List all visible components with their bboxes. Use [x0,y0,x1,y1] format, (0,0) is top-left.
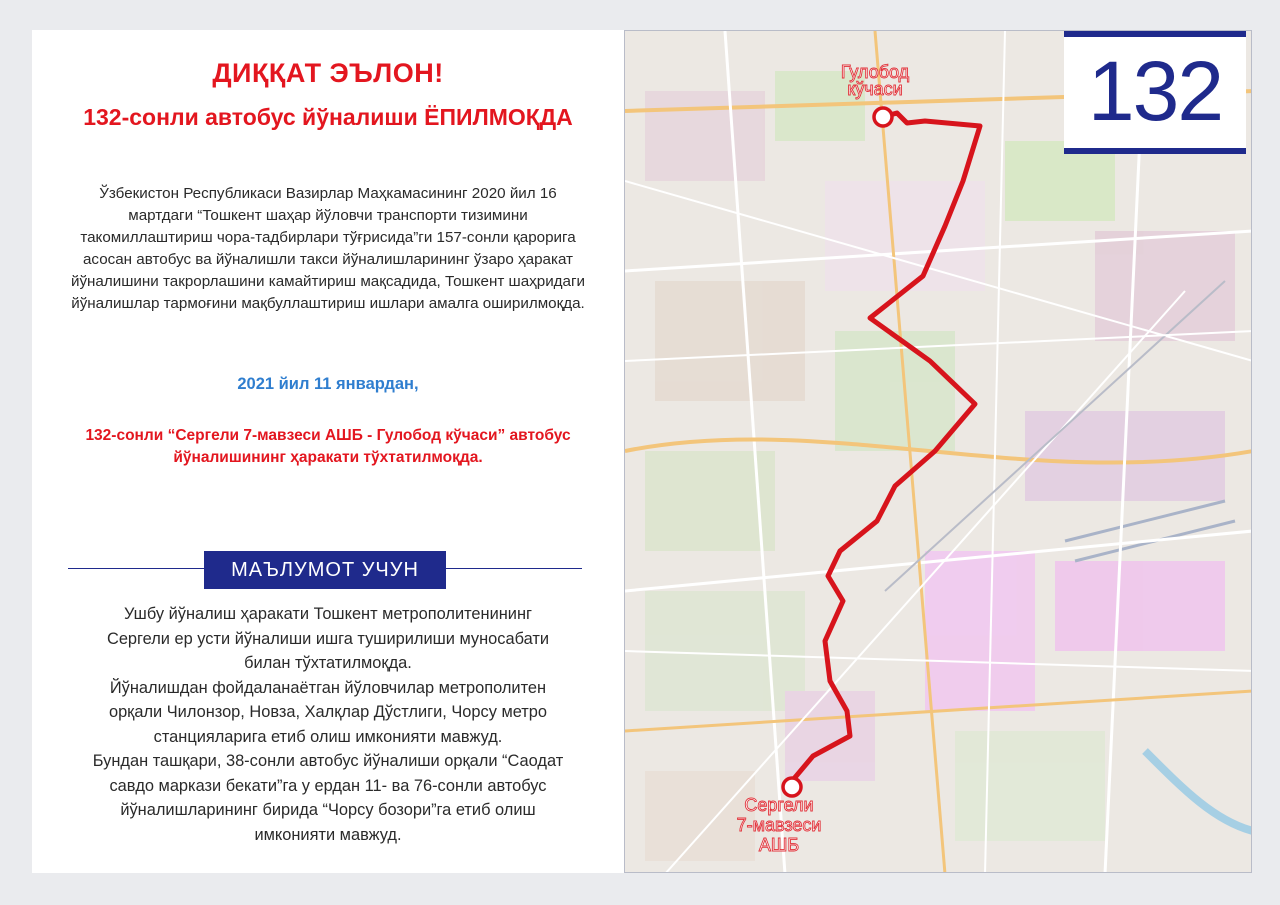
end-stop-label-line3: АШБ [758,835,800,855]
end-stop-marker [783,778,801,796]
info-line: имконияти мавжуд. [254,825,402,844]
info-line: Ушбу йўналиш ҳаракати Тошкент метрополитенининг [124,605,532,623]
start-stop-marker [874,108,892,126]
route-map [624,30,1252,873]
info-line: станцияларига етиб олиш имконияти мавжуд. [153,727,503,746]
route-stop-notice: 132-сонли “Сергели 7-мавзеси АШБ - Гулобод кўчаси” автобус йўналишининг ҳаракати тўхтатилмоқда. [85,427,571,466]
start-stop-label-line2: кўчаси [847,79,903,99]
announcement-paragraph: Ўзбекистон Республикаси Вазирлар Маҳкамасининг 2020 йил 16 мартдаги “Тошкент шаҳар йўловчи транспорти тизимини такомиллаштириш чора-тадбирлари тўғрисида”ги 157-сонли қарорига асосан автобус ва йўналишли такси йўналишларининг ўзаро ҳаракат йўналишини такрорлашини камайтириш мақсадида, Тошкент шаҳридаги йўналишлар тармоғини мақбуллаштириш ишлари амалга оширилмоқда. [70,185,586,312]
start-stop-label-line1: Гулобод [840,62,910,82]
info-line: орқали Чилонзор, Новза, Халқлар Дўстлиги, Чорсу метро [108,703,548,721]
info-line: Сергели ер усти йўналиши ишга туширилиши муносабати [106,629,550,648]
announcement-subtitle: 132-сонли автобус йўналиши ЁПИЛМОҚДА [83,104,573,130]
end-stop-label-line1: Сергели [744,795,814,815]
info-heading-badge: МАЪЛУМОТ УЧУН [204,551,446,589]
announcement-title: ДИҚҚАТ ЭЪЛОН! [212,58,444,88]
end-stop-label-line2: 7-мавзеси [736,815,822,835]
info-line: савдо маркази бекати”га у ердан 11- ва 76-сонли автобус [109,776,547,795]
info-text [62,602,594,847]
route-map-svg [625,31,1252,873]
info-line: билан тўхтатилмоқда. [244,654,412,672]
info-line: йўналишларининг бирида “Чорсу бозори”га етиб олиш [120,801,536,819]
effective-date: 2021 йил 11 январдан, [237,375,419,393]
info-line: Йўналишдан фойдаланаётган йўловчилар метрополитен [109,678,547,697]
route-number-badge: 132 [1064,31,1246,154]
info-line: Бундан ташқари, 38-сонли автобус йўналиши орқали “Саодат [92,752,564,770]
announcement-card [32,30,1252,873]
announcement-panel [32,30,624,873]
